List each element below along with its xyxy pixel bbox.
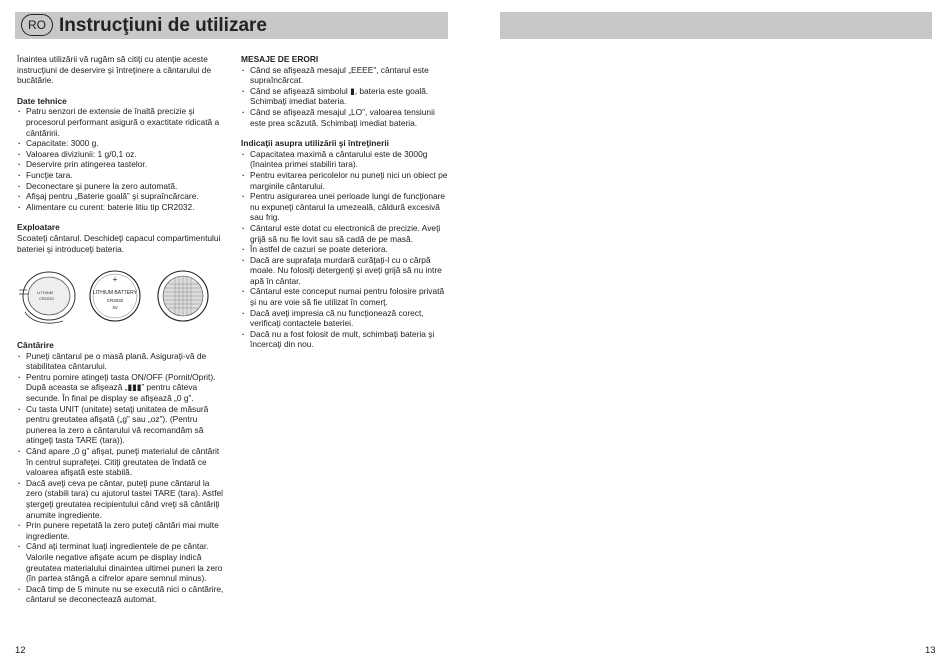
tech-item: · Funcţie tara. <box>17 170 227 181</box>
care-item: · Dacă aveţi impresia că nu funcţionează corect, verificaţi contactele bateriei. <box>241 308 449 329</box>
weighing-item: · Dacă aveţi ceva pe cântar, puteţi pune cântarul la zero (stabili tara) cu ajutorul tastei TARE (tara). Astfel ştergeţi greutatea recipientului când vreţi să cântăriţi anumite ingrediente. <box>17 478 227 520</box>
weighing-list <box>17 351 227 605</box>
weighing-item: · Prin punere repetată la zero puteţi cântări mai multe ingrediente. <box>17 520 227 541</box>
battery-label-line3: 3V <box>112 305 118 311</box>
care-heading: Indicaţii asupra utilizării şi întreţinerii <box>241 138 389 149</box>
tech-item: · Valoarea diviziunii: 1 g/0,1 oz. <box>17 149 227 160</box>
care-item: · Pentru asigurarea unei perioade lungi de funcţionare nu expuneţi cântarul la umezeală, căldură excesivă sau frig. <box>241 191 449 223</box>
battery-icon <box>90 271 140 321</box>
tech-item: · Deconectare şi punere la zero automată. <box>17 181 227 192</box>
battery-cover-icon <box>158 271 208 321</box>
error-item: · Când se afişează simbolul ▮, bateria este goală. Schimbaţi imediat bateria. <box>241 86 449 107</box>
error-item: · Când se afişează mesajul „EEEE”, cântarul este supraîncărcat. <box>241 65 449 86</box>
tech-heading: Date tehnice <box>17 95 67 106</box>
care-item: · Dacă are suprafaţa murdară curăţaţi-l cu o cârpă moale. Nu folosiţi detergenţi şi aveţi grijă să nu intre apă în cântar. <box>241 255 449 287</box>
battery-illustration <box>17 264 227 330</box>
battery-compartment-illustration <box>19 272 75 323</box>
svg-text:LITHIUM: LITHIUM <box>37 290 53 296</box>
weighing-item: · Dacă timp de 5 minute nu se execută nici o cântărire, cântarul se deconectează automat. <box>17 584 227 605</box>
tech-item: · Deservire prin atingerea tastelor. <box>17 159 227 170</box>
tech-item: · Patru senzori de extensie de înaltă precizie şi procesorul performant asigură o exactitate ridicată a cântăririi. <box>17 106 227 138</box>
weighing-item: · Când aţi terminat luaţi ingredientele de pe cântar. Valorile negative afişate acum pe display indică greutatea materialului dinaintea ultimei puneri la zero (în partea stângă a cifrelor apare semnul minus). <box>17 541 227 583</box>
care-list <box>241 149 449 350</box>
weighing-item: · Cu tasta UNIT (unitate) setaţi unitatea de măsură pentru greutatea afişată („g” sau „oz”). (Pentru punerea la zero a cântarului vă recomandăm să atingeţi tasta TARE (tara)). <box>17 404 227 446</box>
tech-item: · Capacitate: 3000 g. <box>17 138 227 149</box>
care-item: · Cântarul este dotat cu electronică de precizie. Aveţi grijă să nu fie lovit sau să cadă de pe masă. <box>241 223 449 244</box>
errors-list <box>241 65 449 129</box>
operation-heading: Exploatare <box>17 222 60 233</box>
operation-text: Scoateţi cântarul. Deschideţi capacul compartimentului bateriei şi introduceţi bateria. <box>17 232 221 254</box>
care-item: · Cântarul este conceput numai pentru folosire privată şi nu are voie să fie utilizat în comerţ. <box>241 286 449 307</box>
battery-plus-sign: + <box>112 275 118 285</box>
weighing-heading: Cântărire <box>17 340 54 351</box>
care-item: · În astfel de cazuri se poate deteriora. <box>241 244 449 255</box>
left-column <box>17 54 227 605</box>
error-item: · Când se afişează mesajul „LO”, valoarea tensiunii este prea scăzută. Schimbaţi imediat bateria. <box>241 107 449 128</box>
tech-item: · Afişaj pentru „Baterie goală” şi supraîncărcare. <box>17 191 227 202</box>
tech-list <box>17 106 227 212</box>
page-number-right: 13 <box>925 645 936 656</box>
weighing-item: · Puneţi cântarul pe o masă plană. Asiguraţi-vă de stabilitatea cântarului. <box>17 351 227 372</box>
language-badge: RO <box>21 14 53 36</box>
right-column <box>241 54 449 350</box>
battery-label-line2: CR2032 <box>106 298 124 304</box>
header-band-right <box>500 12 932 39</box>
battery-label-line1: LITHIUM BATTERY <box>93 290 137 297</box>
page-title: Instrucţiuni de utilizare <box>59 15 267 36</box>
svg-text:CR2032: CR2032 <box>39 296 54 302</box>
weighing-item: · Când apare „0 g” afişat, puneţi materialul de cântărit în centrul suprafeţei. Citiţi greutatea de îndată ce valoarea afişată este stabilă. <box>17 446 227 478</box>
errors-heading: MESAJE DE ERORI <box>241 54 319 64</box>
weighing-item: · Pentru pornire atingeţi tasta ON/OFF (Pornit/Oprit). După aceasta se afişează „▮▮▮” pentru câteva secunde. În final pe display se afişează „0 g”. <box>17 372 227 404</box>
intro-text: Înaintea utilizării vă rugăm să citiţi cu atenţie aceste instrucţiuni de deservire şi întreţinere a cântarului de bucătărie. <box>17 54 212 86</box>
page-number-left: 12 <box>15 645 26 656</box>
care-item: · Dacă nu a fost folosit de mult, schimbaţi bateria şi încercaţi din nou. <box>241 329 449 350</box>
battery-diagram <box>17 264 227 330</box>
care-item: · Capacitatea maximă a cântarului este de 3000g (înaintea primei stabiliri tara). <box>241 149 449 170</box>
tech-item: · Alimentare cu curent: baterie litiu tip CR2032. <box>17 202 227 213</box>
care-item: · Pentru evitarea pericolelor nu puneţi nici un obiect pe marginile cântarului. <box>241 170 449 191</box>
